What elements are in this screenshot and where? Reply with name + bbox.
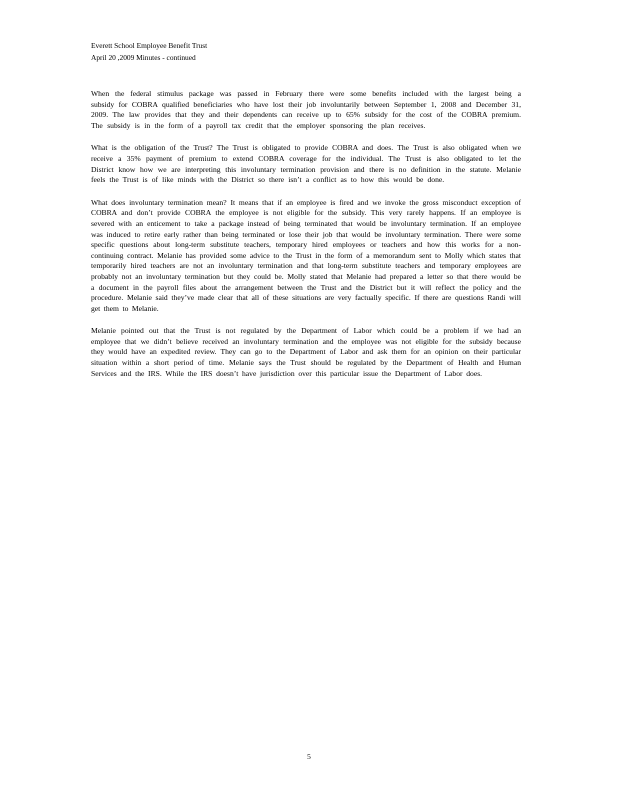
header-date: April 20 ,2009 Minutes - continued — [91, 53, 196, 62]
paragraph-department-of-labor: Melanie pointed out that the Trust is not regulated by the Department of Labor which could be a problem if we had an employee that we didn’t believe received an involuntary termination and the employee was not eligible for the subsidy because they would have an expedited review. They can go to the Department of Labor and ask them for an opinion on their particular situation within a short period of time. Melanie says the Trust should be regulated by the Department of Health and Human Services and the IRS. While the IRS doesn’t have jurisdiction over this particular issue the Department of Labor does. — [91, 326, 521, 378]
page-number: 5 — [307, 752, 311, 761]
paragraph-involuntary-termination: What does involuntary termination mean? It means that if an employee is fired and we invoke the gross misconduct exception of COBRA and don’t provide COBRA the employee is not eligible for the subsidy. This very rarely happens. If an employee is severed with an enticement to take a package instead of being terminated that would be involuntary termination. If an employee was induced to retire early rather than being terminated or lose their job that would be involuntary termination. There were some specific questions about long-term substitute teachers, temporary hired employees or teachers and how this works for a non-continuing contract. Melanie has provided some advice to the Trust in the form of a memorandum sent to Molly which states that temporarily hired teachers are not an involuntary termination and that long-term substitute teachers and temporary employees are probably not an involuntary termination but they could be. Molly stated that Melanie had prepared a letter so that there would be a document in the payroll files about the arrangement between the Trust and the District but it will reflect the policy and the procedure. Melanie said they’ve made clear that all of these situations are very factually specific. If there are questions Randi will get them to Melanie. — [91, 197, 521, 313]
document-body — [91, 89, 521, 391]
paragraph-trust-obligation: What is the obligation of the Trust? The Trust is obligated to provide COBRA and does. The Trust is also obligated when we receive a 35% payment of premium to extend COBRA coverage for the individual. The Trust is also obligated to let the District know how we are interpreting this involuntary termination provision and there is no definition in the statute. Melanie feels the Trust is of like minds with the District so there isn’t a conflict as to how this would be done. — [91, 143, 521, 185]
page-header — [91, 40, 521, 64]
header-title: Everett School Employee Benefit Trust — [91, 41, 208, 50]
paragraph-cobra-subsidy: When the federal stimulus package was passed in February there were some benefits included with the largest being a subsidy for COBRA qualified beneficiaries who have lost their job involuntarily between September 1, 2008 and December 31, 2009. The law provides that they and their dependents can receive up to 65% subsidy for the cost of the COBRA premium. The subsidy is in the form of a payroll tax credit that the employer sponsoring the plan receives. — [91, 89, 521, 130]
